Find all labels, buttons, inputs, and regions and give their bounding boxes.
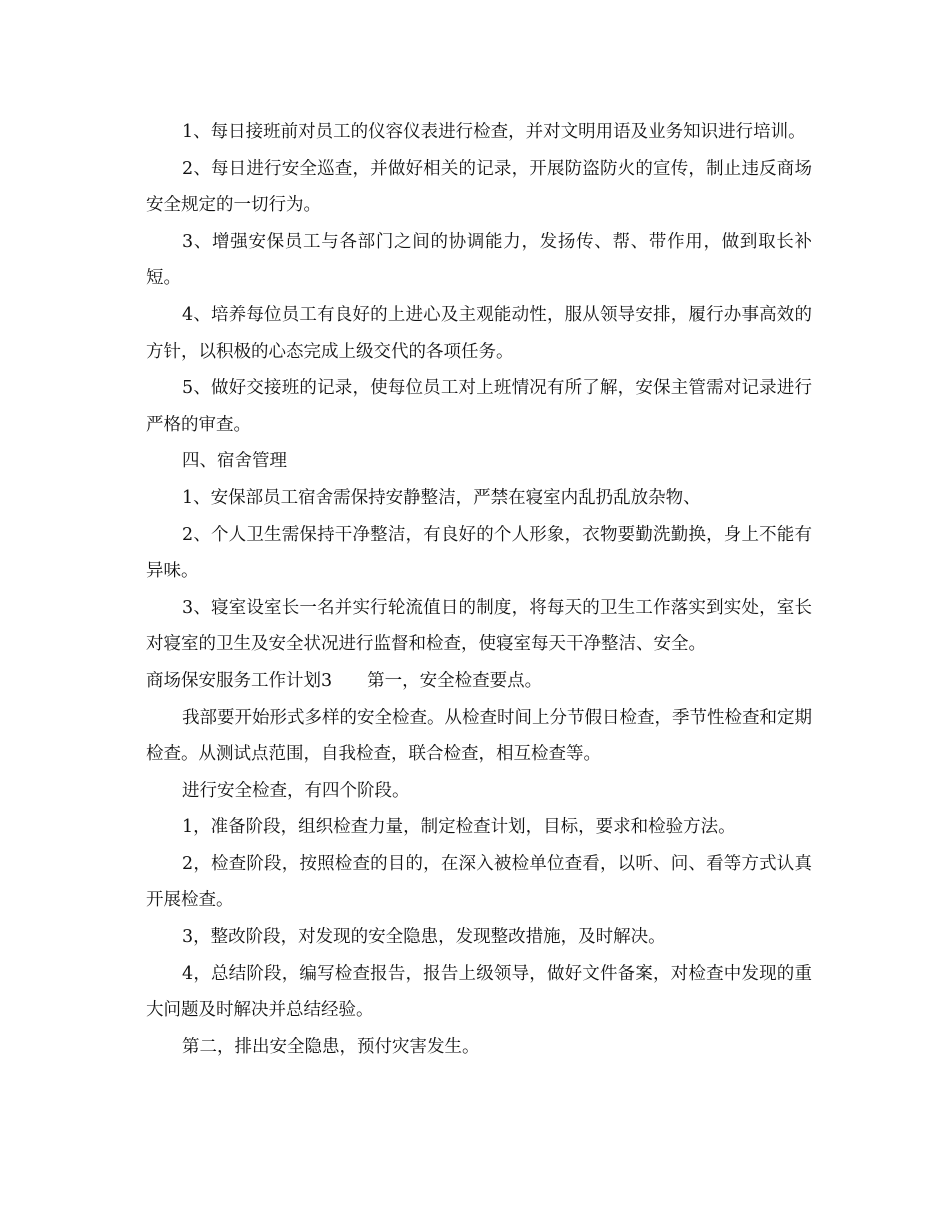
plan-title-line: 商场保安服务工作计划3 第一，安全检查要点。 [146, 670, 543, 691]
paragraph-dorm-3: 3、寝室设室长一名并实行轮流值日的制度，将每天的卫生工作落实到实处，室长对寝室的卫生及安全状况进行监督和检查，使寝室每天干净整洁、安全。 [146, 597, 812, 655]
document-page [146, 114, 812, 1065]
paragraph-1: 1、每日接班前对员工的仪容仪表进行检查，并对文明用语及业务知识进行培训。 [182, 122, 806, 142]
paragraph-stage-1: 1，准备阶段，组织检查力量，制定检查计划，目标，要求和检验方法。 [182, 817, 736, 838]
paragraph-inspection-intro: 我部要开始形式多样的安全检查。从检查时间上分节假日检查，季节性检查和定期检查。从测试点范围，自我检查，联合检查，相互检查等。 [146, 707, 812, 765]
paragraph-5: 5、做好交接班的记录，使每位员工对上班情况有所了解，安保主管需对记录进行严格的审查。 [146, 378, 812, 435]
paragraph-inspection-stages: 进行安全检查，有四个阶段。 [182, 780, 410, 801]
paragraph-stage-3: 3，整改阶段，对发现的安全隐患，发现整改措施，及时解决。 [182, 927, 666, 948]
paragraph-dorm-1: 1、安保部员工宿舍需保持安静整洁，严禁在寝室内乱扔乱放杂物、 [182, 487, 701, 508]
paragraph-stage-2: 2，检查阶段，按照检查的目的，在深入被检单位查看，以听、问、看等方式认真开展检查。 [146, 853, 812, 911]
section-heading-dormitory: 四、宿舍管理 [182, 451, 287, 472]
paragraph-2: 2、每日进行安全巡查，并做好相关的记录，开展防盗防火的宣传，制止违反商场安全规定的一切行为。 [146, 158, 812, 216]
paragraph-second-point: 第二，排出安全隐患，预付灾害发生。 [182, 1036, 480, 1057]
paragraph-4: 4、培养每位员工有良好的上进心及主观能动性，服从领导安排，履行办事高效的方针，以积极的心态完成上级交代的各项任务。 [146, 304, 812, 362]
paragraph-3: 3、增强安保员工与各部门之间的协调能力，发扬传、帮、带作用，做到取长补短。 [146, 231, 812, 289]
paragraph-stage-4: 4，总结阶段，编写检查报告，报告上级领导，做好文件备案，对检查中发现的重大问题及时解决并总结经验。 [146, 963, 812, 1021]
paragraph-dorm-2: 2、个人卫生需保持干净整洁，有良好的个人形象，衣物要勤洗勤换，身上不能有异味。 [146, 524, 812, 582]
